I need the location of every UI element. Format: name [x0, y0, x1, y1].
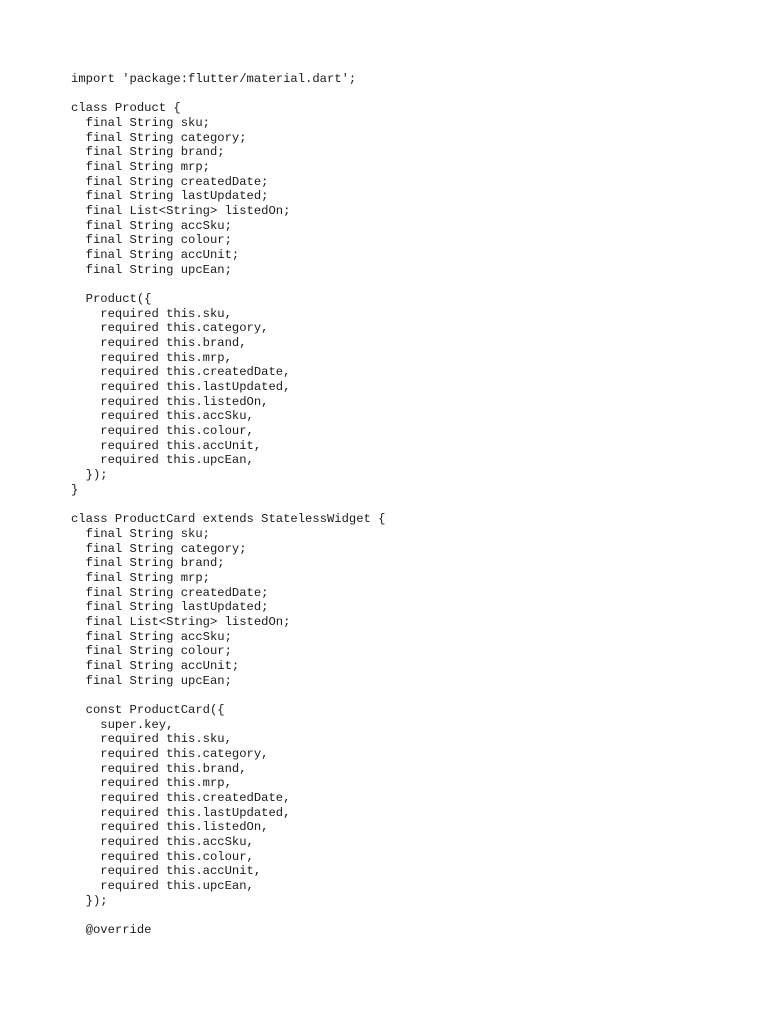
code-line: final String createdDate; [71, 174, 269, 189]
code-line: required this.colour, [71, 849, 254, 864]
code-line: final String createdDate; [71, 585, 269, 600]
code-line [71, 87, 386, 102]
code-line: required this.accUnit, [71, 864, 262, 879]
code-line: required this.mrp, [71, 776, 232, 791]
code-line: final List<String> listedOn; [71, 614, 291, 629]
code-line: final String lastUpdated; [71, 189, 269, 204]
code-line: required this.sku, [71, 732, 232, 747]
code-line: required this.brand, [71, 336, 247, 351]
code-line: final String colour; [71, 233, 232, 248]
code-line: final String category; [71, 130, 247, 145]
code-line: required this.accSku, [71, 409, 254, 424]
code-line: final String upcEan; [71, 262, 232, 277]
code-line [71, 277, 386, 292]
code-line: required this.accSku, [71, 834, 254, 849]
code-line [71, 908, 386, 923]
code-line: super.key, [71, 717, 174, 732]
code-line: required this.colour, [71, 424, 254, 439]
code-line: final String mrp; [71, 160, 210, 175]
code-line: final String accUnit; [71, 248, 240, 263]
code-line: final String category; [71, 541, 247, 556]
code-line [71, 497, 386, 512]
code-line: required this.listedOn, [71, 394, 269, 409]
code-line: final String accSku; [71, 218, 232, 233]
code-line: final String accUnit; [71, 658, 240, 673]
code-line: final String upcEan; [71, 673, 232, 688]
code-line: required this.accUnit, [71, 438, 262, 453]
code-line: required this.category, [71, 746, 269, 761]
code-line: required this.lastUpdated, [71, 380, 291, 395]
code-line: required this.category, [71, 321, 269, 336]
code-line: required this.lastUpdated, [71, 805, 291, 820]
code-line: final String mrp; [71, 570, 210, 585]
code-line: final List<String> listedOn; [71, 204, 291, 219]
code-line: import 'package:flutter/material.dart'; [71, 72, 357, 86]
code-line: required this.createdDate, [71, 790, 291, 805]
code-line: class Product { [71, 101, 181, 116]
code-line: class ProductCard extends StatelessWidget { [71, 512, 386, 527]
code-line: required this.mrp, [71, 350, 232, 365]
code-line: final String sku; [71, 116, 210, 131]
code-line: final String sku; [71, 526, 210, 541]
code-line: }); [71, 893, 108, 908]
code-line: } [71, 482, 79, 497]
code-line: required this.upcEan, [71, 453, 254, 468]
code-line: @override [71, 922, 152, 937]
code-line: required this.createdDate, [71, 365, 291, 380]
code-line: }); [71, 468, 108, 483]
code-line: required this.listedOn, [71, 820, 269, 835]
code-block [71, 72, 386, 938]
code-line: final String accSku; [71, 629, 232, 644]
code-line: const ProductCard({ [71, 702, 225, 717]
code-line: required this.brand, [71, 761, 247, 776]
code-line: Product({ [71, 292, 152, 307]
code-line: final String lastUpdated; [71, 600, 269, 615]
code-line: required this.sku, [71, 306, 232, 321]
code-line: final String brand; [71, 145, 225, 160]
code-line [71, 688, 386, 703]
code-line: final String brand; [71, 556, 225, 571]
code-line: required this.upcEan, [71, 878, 254, 893]
code-line: final String colour; [71, 644, 232, 659]
